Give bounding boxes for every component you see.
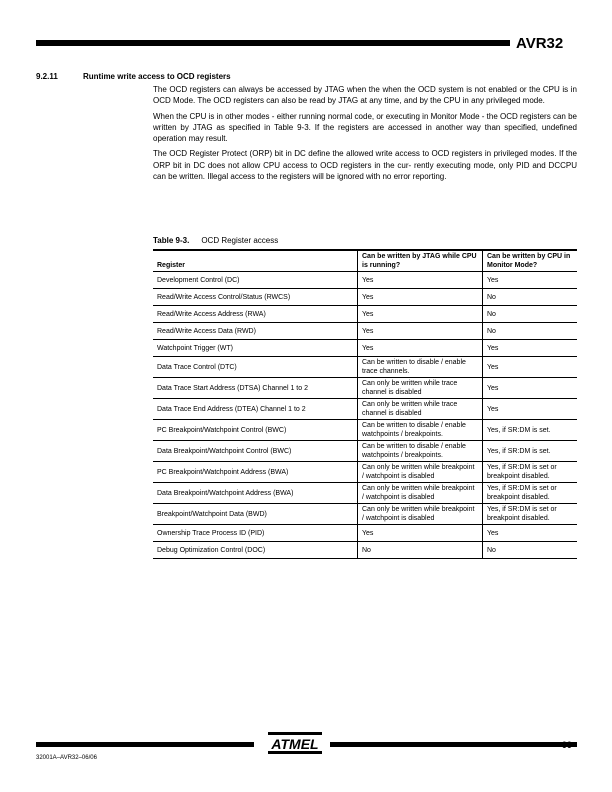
table-body: [153, 272, 577, 559]
cell-cpu: No: [483, 306, 578, 323]
table-row: [153, 357, 577, 378]
cell-jtag: Yes: [358, 272, 483, 289]
logo-text: ATMEL: [271, 736, 319, 752]
cell-jtag: Yes: [358, 340, 483, 357]
cell-register: Read/Write Access Data (RWD): [153, 323, 358, 340]
cell-cpu: Yes: [483, 399, 578, 420]
cell-register: Data Trace End Address (DTEA) Channel 1 to 2: [153, 399, 358, 420]
table-row: [153, 340, 577, 357]
table-row: [153, 525, 577, 542]
table-row: [153, 323, 577, 340]
table-row: [153, 542, 577, 559]
footer-rule-left: [36, 742, 254, 747]
table-row: [153, 504, 577, 525]
cell-register: Data Breakpoint/Watchpoint Address (BWA): [153, 483, 358, 504]
cell-cpu: Yes, if SR:DM is set.: [483, 441, 578, 462]
paragraph: The OCD registers can always be accessed by JTAG when the when the OCD system is not enabled or the CPU is in OCD Mode. The OCD registers can also be read by JTAG at any time, and by the CPU in any privileged mode.: [153, 85, 577, 106]
table-header-row: [153, 250, 577, 272]
table-row: [153, 272, 577, 289]
cell-register: Development Control (DC): [153, 272, 358, 289]
ocd-register-table: [153, 249, 577, 559]
cell-register: Watchpoint Trigger (WT): [153, 340, 358, 357]
cell-register: Data Trace Start Address (DTSA) Channel 1 to 2: [153, 378, 358, 399]
header-cpu: Can be written by CPU in Monitor Mode?: [483, 250, 578, 272]
cell-jtag: Can only be written while breakpoint / watchpoint is disabled: [358, 462, 483, 483]
cell-jtag: Can only be written while trace channel is disabled: [358, 399, 483, 420]
cell-cpu: Yes: [483, 357, 578, 378]
body-text: [153, 84, 577, 186]
cell-cpu: No: [483, 323, 578, 340]
cell-cpu: Yes: [483, 525, 578, 542]
cell-cpu: No: [483, 289, 578, 306]
table-caption: [153, 236, 278, 245]
cell-jtag: Yes: [358, 323, 483, 340]
paragraph: The OCD Register Protect (ORP) bit in DC define the allowed write access to OCD registers in privileged modes. If the ORP bit in DC does not allow CPU access to OCD registers in the cur- rently executing mode, only PID and DCCPU can be written. Illegal access to the registers will be ignored with no error reporting.: [153, 149, 577, 182]
cell-jtag: Can only be written while breakpoint / watchpoint is disabled: [358, 483, 483, 504]
cell-register: Data Breakpoint/Watchpoint Control (BWC): [153, 441, 358, 462]
document-id: 32001A–AVR32–06/06: [36, 755, 97, 761]
table-row: [153, 441, 577, 462]
atmel-logo: [262, 730, 328, 756]
paragraph: When the CPU is in other modes - either running normal code, or executing in Monitor Mode - the OCD registers can be written by JTAG as specified in Table 9-3. If the registers are accessed in another way than specified, undefined operation may result.: [153, 111, 577, 144]
table-label: Table 9-3.: [153, 236, 190, 245]
header-rule: [36, 40, 510, 46]
table-caption-text: OCD Register access: [201, 236, 279, 245]
page-number: 99: [562, 740, 573, 750]
cell-cpu: Yes, if SR:DM is set or breakpoint disabled.: [483, 462, 578, 483]
table-row: [153, 420, 577, 441]
table-row: [153, 289, 577, 306]
header-jtag: Can be written by JTAG while CPU is running?: [358, 250, 483, 272]
cell-register: PC Breakpoint/Watchpoint Address (BWA): [153, 462, 358, 483]
cell-jtag: Can be written to disable / enable trace channels.: [358, 357, 483, 378]
cell-jtag: Can be written to disable / enable watchpoints / breakpoints.: [358, 441, 483, 462]
cell-cpu: Yes, if SR:DM is set or breakpoint disabled.: [483, 483, 578, 504]
cell-jtag: Yes: [358, 525, 483, 542]
cell-cpu: Yes, if SR:DM is set or breakpoint disabled.: [483, 504, 578, 525]
table-row: [153, 483, 577, 504]
table-row: [153, 378, 577, 399]
cell-jtag: Can be written to disable / enable watchpoints / breakpoints.: [358, 420, 483, 441]
cell-jtag: Yes: [358, 289, 483, 306]
table-row: [153, 399, 577, 420]
table-row: [153, 306, 577, 323]
footer-rule-right: [330, 742, 577, 747]
section-number: 9.2.11: [36, 72, 58, 81]
cell-jtag: Can only be written while breakpoint / watchpoint is disabled: [358, 504, 483, 525]
cell-register: Read/Write Access Address (RWA): [153, 306, 358, 323]
cell-cpu: No: [483, 542, 578, 559]
cell-register: PC Breakpoint/Watchpoint Control (BWC): [153, 420, 358, 441]
cell-jtag: No: [358, 542, 483, 559]
cell-cpu: Yes: [483, 272, 578, 289]
cell-register: Ownership Trace Process ID (PID): [153, 525, 358, 542]
cell-register: Debug Optimization Control (DOC): [153, 542, 358, 559]
cell-cpu: Yes: [483, 340, 578, 357]
cell-register: Breakpoint/Watchpoint Data (BWD): [153, 504, 358, 525]
cell-cpu: Yes, if SR:DM is set.: [483, 420, 578, 441]
cell-jtag: Can only be written while trace channel is disabled: [358, 378, 483, 399]
table-row: [153, 462, 577, 483]
header-title: AVR32: [516, 35, 564, 52]
cell-jtag: Yes: [358, 306, 483, 323]
cell-register: Data Trace Control (DTC): [153, 357, 358, 378]
header-register: Register: [153, 250, 358, 272]
cell-cpu: Yes: [483, 378, 578, 399]
section-title: Runtime write access to OCD registers: [83, 72, 231, 81]
cell-register: Read/Write Access Control/Status (RWCS): [153, 289, 358, 306]
